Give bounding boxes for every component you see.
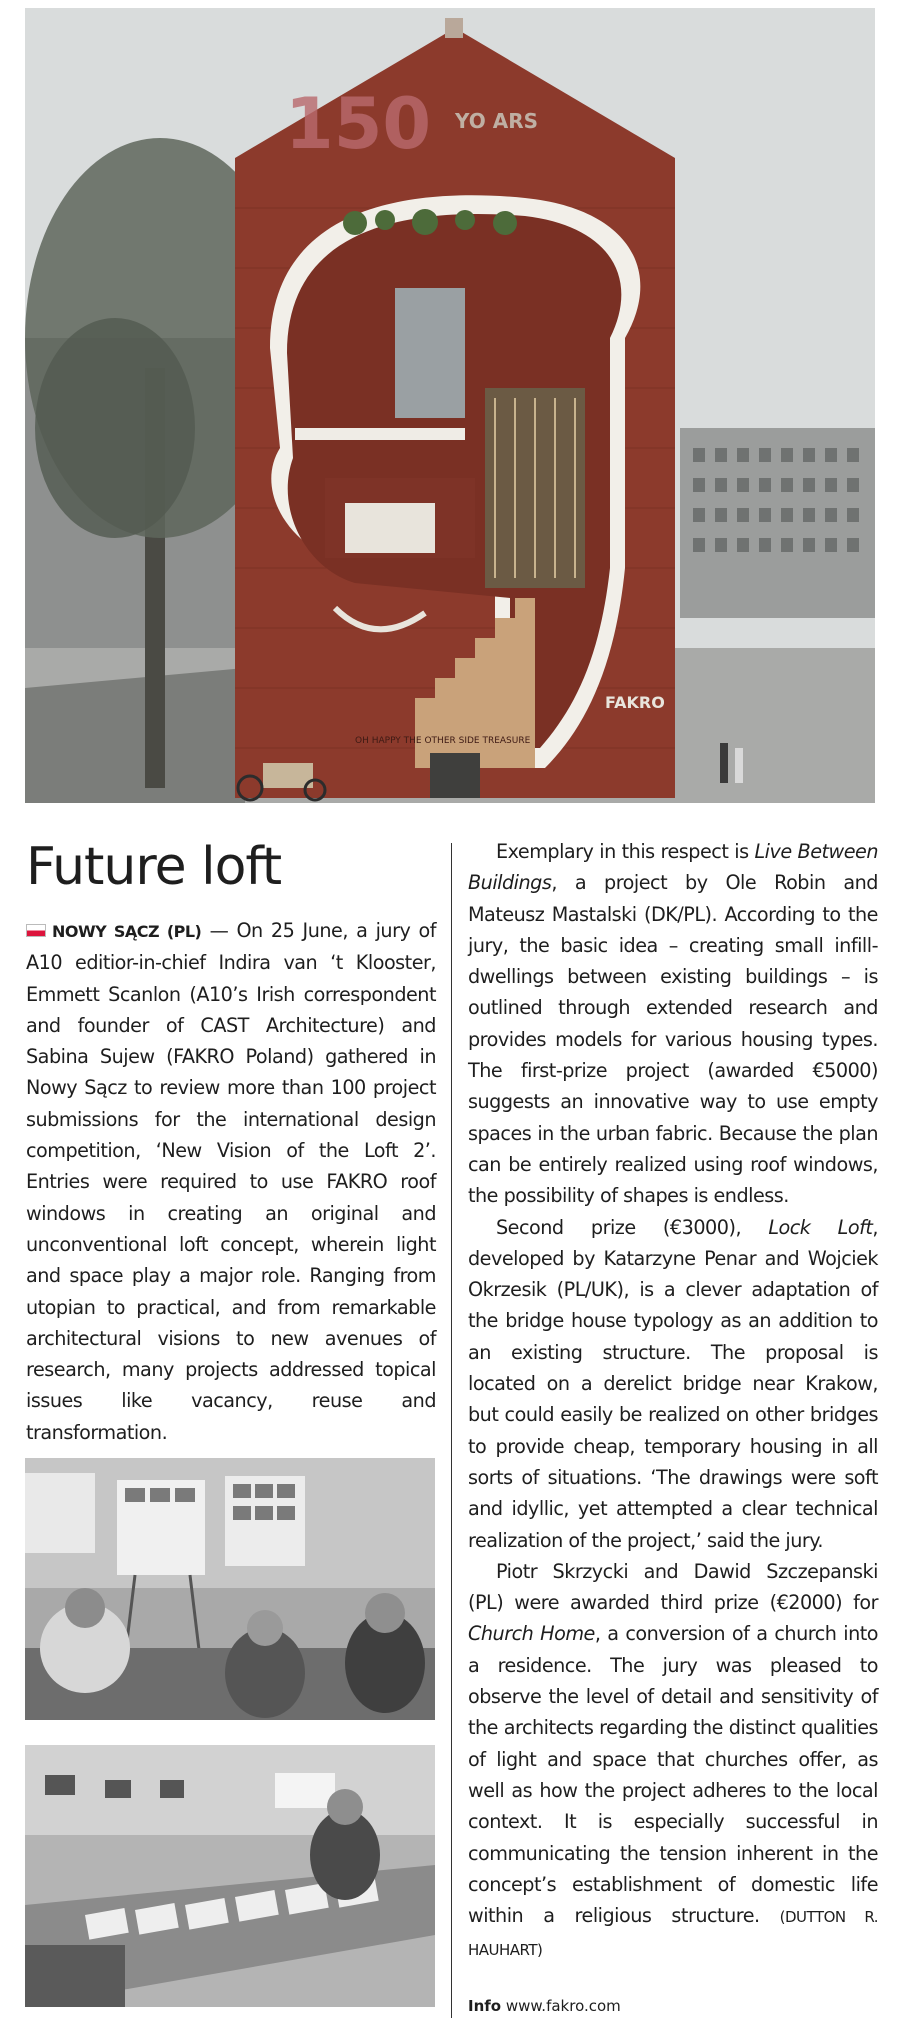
article-title: Future loft [26,837,282,897]
lead-text: — On 25 June, a jury of A10 editior-in-chief Indira van ‘t Klooster, Emmett Scanlon (A10’s Irish correspondent and founder of CAST Architecture) and Sabina Sujew (FAKRO Poland) gathered in Nowy Sącz to review more than 100 project submissions for the international design competition, ‘New Vision of the Loft 2’. Entries were required to use FAKRO roof windows in creating an original and unconventional loft concept, wherein light and space play a major role. Ranging from utopian to practical, and from remarkable architectural visions to new avenues of research, many projects addressed topical issues like vacancy, reuse and transformation. [26,919,437,1444]
project-title-live-between-buildings: Live Between Buildings [468,840,878,895]
project-title-lock-loft: Lock Loft [768,1215,873,1239]
right-column [468,836,878,1967]
wall-graffiti: OH HAPPY THE OTHER SIDE TREASURE [355,736,531,746]
left-column [26,835,436,1448]
wall-brand: FAKRO [605,693,665,712]
p4-text-a: Piotr Skrzycki and Dawid Szczepanski (PL) were awarded third prize (€2000) for [468,1559,878,1615]
p2-text-a: Exemplary in this respect is [496,840,755,863]
photo-jury-reviewing-tables [25,1745,435,2007]
paragraph-church-home [468,1556,878,1967]
paragraph-lock-loft [468,1212,878,1556]
info-url-link[interactable]: www.fakro.com [505,1997,621,2015]
photo-jury-viewing-boards [25,1458,435,1720]
project-title-church-home: Church Home [468,1622,595,1646]
p4-text-b: , a conversion of a church into a residence. The jury was pleased to observe the level of detail and sensitivity of the architects regarding the distinct qualities of light and space that churches offer, as well as how the project adheres to the local context. It is especially successful in communicating the tension inherent in the concept’s establishment of domestic life within a religious structure. [468,1622,878,1928]
graffiti-small: YO ARS [455,109,539,133]
p3-text-b: , developed by Katarzyne Penar and Wojciek Okrzesik (PL/UK), is a clever adaptation of the bridge house typology as an addition to an existing structure. The proposal is located on a derelict bridge near Krakow, but could easily be realized on other bridges to provide cheap, temporary housing in all sorts of situations. ‘The drawings were soft and idyllic, yet attempted a clear technical realization of the project,’ said the jury. [468,1215,878,1552]
info-line [468,1997,621,2015]
poland-flag-icon [26,924,46,937]
dateline: NOWY SĄCZ (PL) [52,922,202,941]
lead-paragraph [26,915,436,1448]
graffiti-tag: 150 [285,83,432,165]
column-divider [451,843,452,2018]
hero-image-loft-house [25,8,875,803]
paragraph-live-between-buildings [468,836,878,1212]
p2-text-b: , a project by Ole Robin and Mateusz Mastalski (DK/PL). According to the jury, the basic idea – creating small infill-dwellings between existing buildings – is outlined through extended research and provides models for various housing types. The first-prize project (awarded €5000) suggests an innovative way to use empty spaces in the urban fabric. Because the plan can be entirely realized using roof windows, the possibility of shapes is endless. [468,871,878,1208]
p3-text-a: Second prize (€3000), [496,1215,769,1239]
info-label: Info [468,1997,502,2015]
author-credit: (DUTTON R. HAUHART) [468,1908,878,1960]
